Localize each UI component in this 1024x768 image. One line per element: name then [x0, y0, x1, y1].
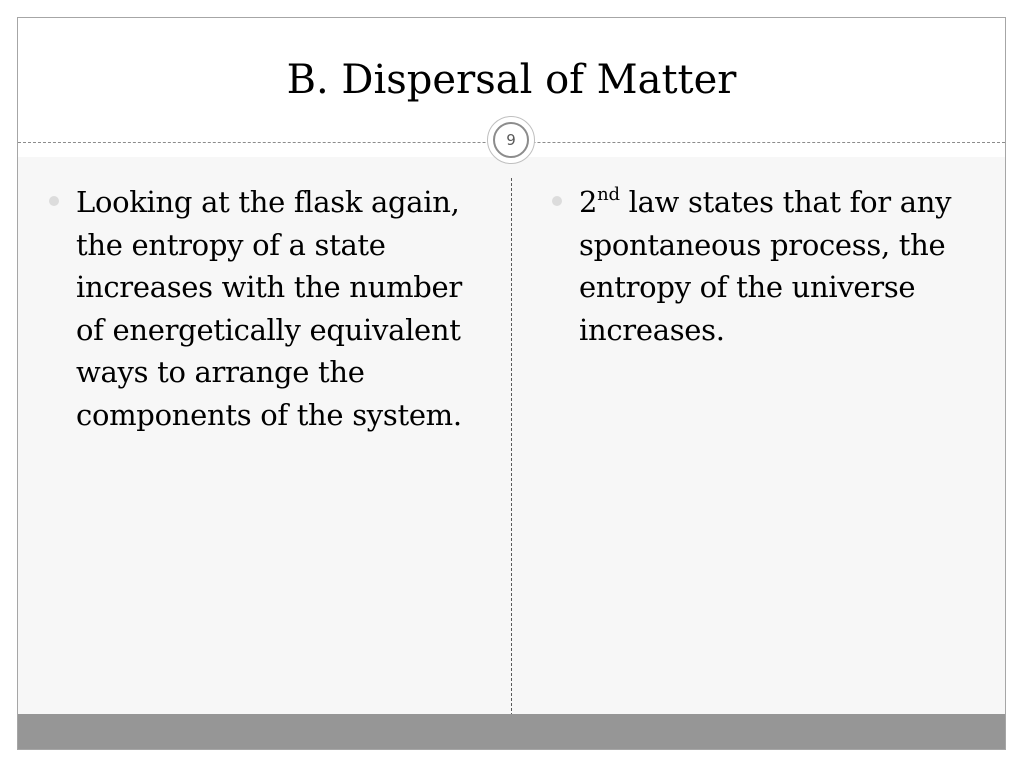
bullet-text: law states that for any spontaneous process, the entropy of the universe increases. [579, 185, 952, 347]
bullet-prefix: 2 [579, 185, 598, 219]
right-column [552, 181, 992, 351]
page-number: 9 [493, 122, 529, 158]
bullet-dot-icon [49, 196, 59, 206]
slide [17, 17, 1006, 750]
slide-title: B. Dispersal of Matter [286, 57, 737, 103]
page-number-badge [487, 116, 535, 164]
footer-bar [18, 714, 1005, 749]
bullet-dot-icon [552, 196, 562, 206]
left-column [49, 181, 479, 436]
bullet-item [552, 181, 992, 351]
bullet-superscript: nd [597, 184, 620, 205]
bullet-item [49, 181, 479, 436]
bullet-text: Looking at the flask again, the entropy of a state increases with the number of energetically equivalent ways to arrange the components of the system. [76, 185, 462, 432]
column-divider [511, 178, 512, 716]
